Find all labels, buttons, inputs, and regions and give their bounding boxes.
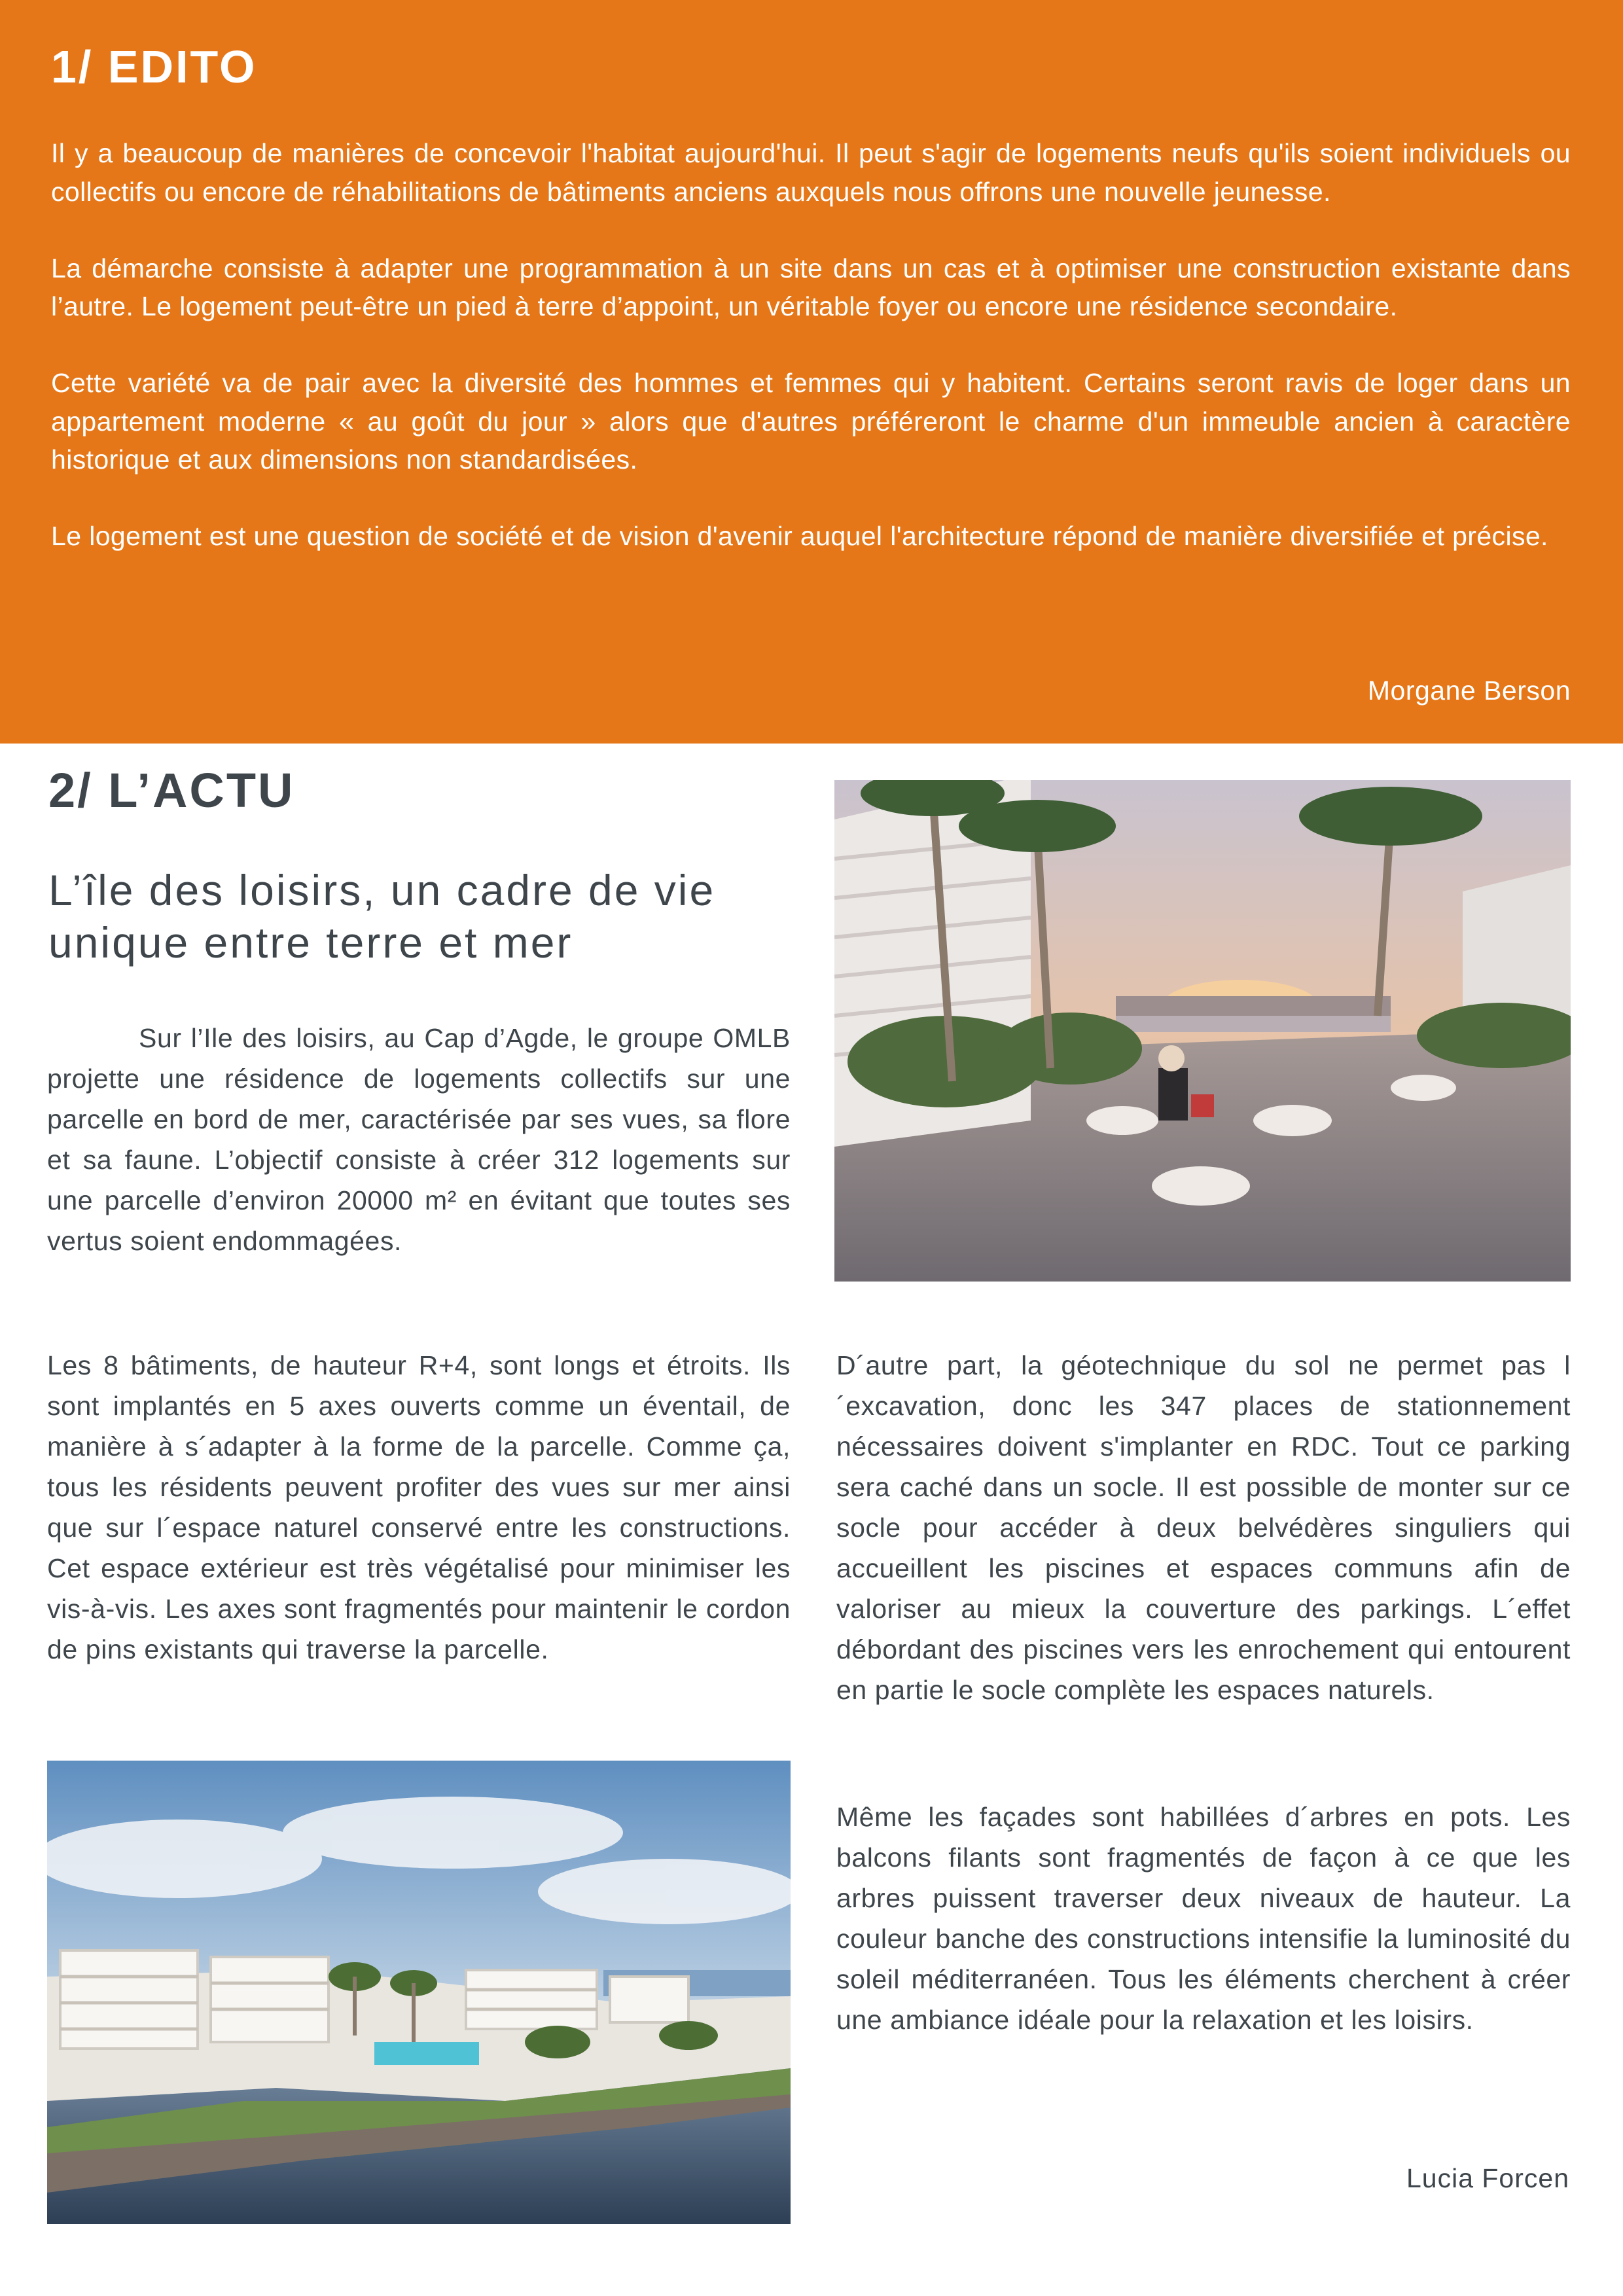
edito-paragraph: Il y a beaucoup de manières de concevoir l'habitat aujourd'hui. Il peut s'agir de logements neufs qu'ils soient individuels ou collectifs ou encore de réhabilitations de bâtiments anciens auxquels nous offrons une nouvelle jeunesse. [51,138,1571,207]
actu-headline: L’île des loisirs, un cadre de vie unique entre terre et mer [48,866,716,967]
edito-paragraph: Cette variété va de pair avec la diversité des hommes et femmes qui y habitent. Certains seront ravis de loger dans un appartement moderne « au goût du jour » alors que d'autres préféreront le charme d'un immeuble ancien à caractère historique et aux dimensions non standardisées. [51,368,1571,475]
edito-body [51,134,1571,556]
aerial-rendering-image [47,1761,791,2224]
actu-right-paragraph-2: Même les façades sont habillées d´arbres en pots. Les balcons filants sont fragmentés de façon à ce que les arbres puissent traverser deux niveaux de hauteur. La couleur banche des constructions intensifie la luminosité du soleil méditerranéen. Tous les éléments cherchent à créer une ambiance idéale pour la relaxation et les loisirs. [836,1802,1571,2035]
edito-signature: Morgane Berson [1367,675,1571,706]
actu-left-column [47,1345,791,1670]
actu-title: 2/ L’ACTU [48,763,295,817]
actu-right-column-2 [836,1797,1571,2040]
edito-paragraph: La démarche consiste à adapter une programmation à un site dans un cas et à optimiser une construction existante dans l’autre. Le logement peut-être un pied à terre d’appoint, un véritable foyer ou encore une résidence secondaire. [51,253,1571,321]
actu-right-paragraph-1: D´autre part, la géotechnique du sol ne permet pas l´excavation, donc les 347 places de stationnement nécessaires doivent s'implanter en RDC. Tout ce parking sera caché dans un socle. Il est possible de monter sur ce socle pour accéder à deux belvédères singuliers qui accueillent les piscines et espaces communs afin de valoriser au mieux la couverture des parkings. L´effet débordant des piscines vers les enrochement qui entourent en partie le socle complète les espaces naturels. [836,1350,1571,1705]
actu-intro-column [47,1018,791,1261]
edito-section [0,0,1623,744]
edito-title: 1/ EDITO [51,41,257,92]
actu-right-column [836,1345,1571,1710]
edito-paragraph: Le logement est une question de société et de vision d'avenir auquel l'architecture répond de manière diversifiée et précise. [51,521,1548,551]
actu-left-paragraph: Les 8 bâtiments, de hauteur R+4, sont longs et étroits. Ils sont implantés en 5 axes ouverts comme un éventail, de manière à s´adapter à la forme de la parcelle. Comme ça, tous les résidents peuvent profiter des vues sur mer ainsi que sur l´espace naturel conservé entre les constructions. Cet espace extérieur est très végétalisé pour minimiser les vis-à-vis. Les axes sont fragmentés pour maintenir le cordon de pins existants qui traverse la parcelle. [47,1350,791,1664]
terrace-rendering-image [834,780,1571,1282]
actu-intro-paragraph: Sur l’Ile des loisirs, au Cap d’Agde, le groupe OMLB projette une résidence de logements collectifs sur une parcelle en bord de mer, caractérisée par ses vues, sa flore et sa faune. L’objectif consiste à créer 312 logements sur une parcelle d’environ 20000 m² en évitant que toutes ses vertus soient endommagées. [47,1023,791,1256]
actu-signature: Lucia Forcen [1406,2163,1569,2193]
